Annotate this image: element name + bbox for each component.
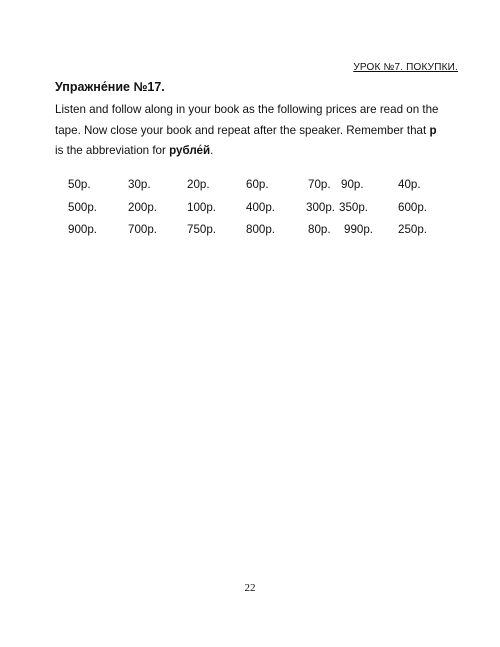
price-item: 100р. [187, 201, 217, 214]
price-item: 40р. [398, 178, 421, 191]
price-item: 750р. [187, 223, 217, 236]
instructions-line-1: Listen and follow along in your book as the following prices are read on the [55, 103, 439, 116]
instructions-line-2 [55, 121, 467, 142]
price-item: 600р. [398, 201, 428, 214]
instructions-line-3-text: is the abbreviation for [55, 144, 170, 157]
price-item: 500р. [68, 201, 98, 214]
price-item: 400р. [246, 201, 276, 214]
price-item: 70р. [308, 178, 331, 191]
price-item: 250р. [398, 223, 428, 236]
price-item: 20р. [187, 178, 210, 191]
price-item: 900р. [68, 223, 98, 236]
price-item: 60р. [246, 178, 269, 191]
exercise-title: Упражне́ние №17. [55, 80, 165, 94]
price-item: 200р. [128, 201, 158, 214]
rubles-word: рубле́й [169, 144, 211, 157]
price-item: 90р. [341, 178, 364, 191]
price-item: 700р. [128, 223, 158, 236]
price-grid [0, 178, 500, 248]
page-number: 22 [244, 582, 256, 594]
running-header: УРОК №7. ПОКУПКИ. [353, 62, 458, 73]
instructions-line-3-end: . [210, 144, 214, 157]
instructions-line-2-text: tape. Now close your book and repeat after the speaker. Remember that [55, 123, 430, 137]
exercise-instructions [55, 100, 467, 162]
price-item: 800р. [246, 223, 276, 236]
price-item: 30р. [128, 178, 151, 191]
instructions-line-3 [55, 141, 467, 162]
price-item: 50р. [68, 178, 91, 191]
price-item: 300р. [306, 201, 336, 214]
price-item: 350р. [339, 201, 369, 214]
price-item: 80р. [308, 223, 331, 236]
abbreviation-letter: р [429, 123, 437, 137]
price-item: 990р. [344, 223, 374, 236]
